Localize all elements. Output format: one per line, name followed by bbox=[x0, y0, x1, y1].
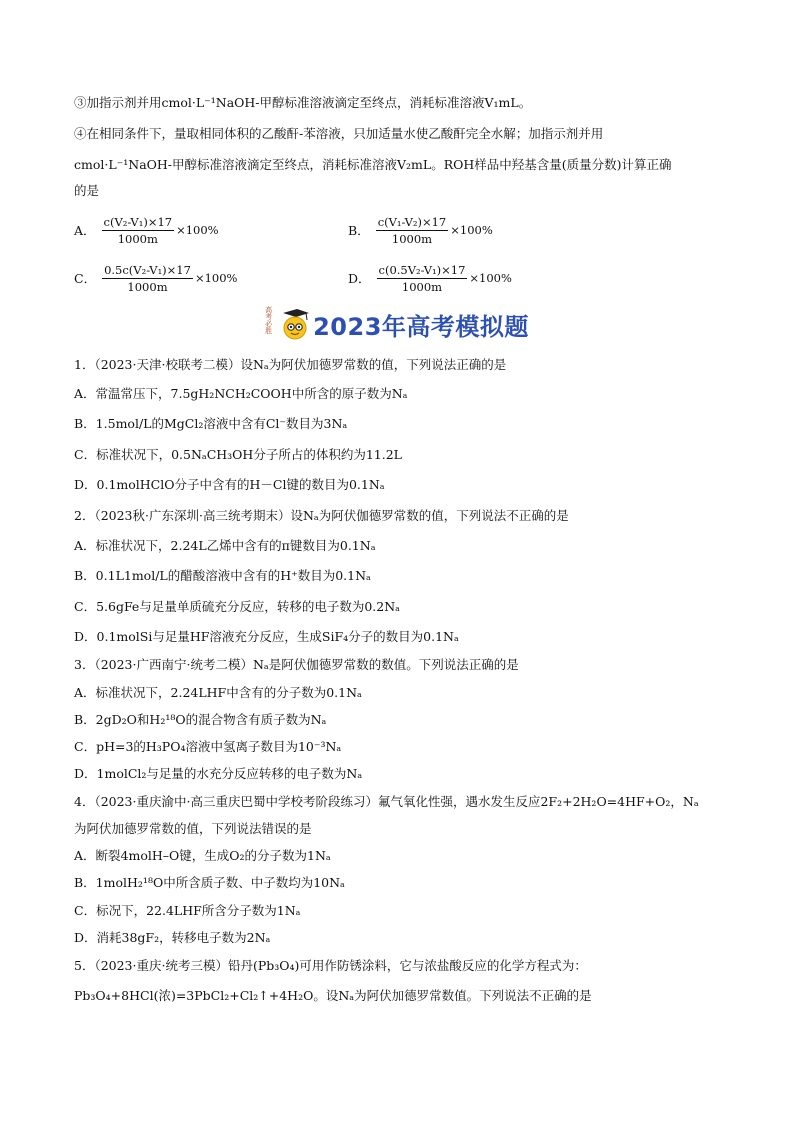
option-c-numerator: 0.5c(V₂-V₁)×17 bbox=[104, 262, 191, 277]
q2-choice-b[interactable]: B．0.1L1mol/L的醋酸溶液中含有的H⁺数目为0.1Nₐ bbox=[74, 568, 371, 583]
option-b-suffix: ×100% bbox=[450, 223, 493, 237]
section-banner bbox=[0, 306, 794, 342]
q1-stem: 1．（2023·天津·校联考二模）设Nₐ为阿伏加德罗常数的值，下列说法正确的是 bbox=[74, 357, 507, 372]
q5-stem-line-2: Pb₃O₄+8HCl(浓)=3PbCl₂+Cl₂↑+4H₂O。设Nₐ为阿伏加德罗常数值。下列说法不正确的是 bbox=[74, 988, 592, 1003]
q1-choice-b[interactable]: B．1.5mol/L的MgCl₂溶液中含有Cl⁻数目为3Nₐ bbox=[74, 416, 348, 431]
option-a-suffix: ×100% bbox=[176, 223, 219, 237]
options-row-ab bbox=[74, 212, 724, 248]
q4-choice-c[interactable]: C．标况下，22.4LHF所含分子数为1Nₐ bbox=[74, 903, 301, 918]
intro-line-1: ③加指示剂并用cmol·L⁻¹NaOH-甲醇标准溶液滴定至终点，消耗标准溶液V₁mL。 bbox=[74, 95, 532, 110]
q3-stem: 3．（2023·广西南宁·统考二模）Nₐ是阿伏伽德罗常数的数值。下列说法正确的是 bbox=[74, 657, 519, 672]
q3-choice-c[interactable]: C．pH=3的H₃PO₄溶液中氢离子数目为10⁻³Nₐ bbox=[74, 739, 342, 754]
q2-stem: 2．（2023秋·广东深圳·高三统考期末）设Nₐ为阿伏伽德罗常数的值，下列说法不正确的是 bbox=[74, 508, 569, 523]
option-d[interactable] bbox=[348, 260, 512, 296]
logo-text: 高考必胜 bbox=[265, 306, 273, 335]
option-d-label: D． bbox=[348, 271, 371, 286]
option-d-suffix: ×100% bbox=[469, 271, 512, 285]
option-b-denominator: 1000m bbox=[391, 231, 433, 246]
q1-choice-a[interactable]: A．常温常压下，7.5gH₂NCH₂COOH中所含的原子数为Nₐ bbox=[74, 386, 408, 401]
option-a-denominator: 1000m bbox=[117, 231, 158, 246]
q3-choice-b[interactable]: B．2gD₂O和H₂¹⁸O的混合物含有质子数为Nₐ bbox=[74, 712, 327, 727]
q2-choice-a[interactable]: A．标准状况下，2.24L乙烯中含有的π键数目为0.1Nₐ bbox=[74, 538, 376, 553]
q1-choice-c[interactable]: C．标准状况下，0.5NₐCH₃OH分子所占的体积约为11.2L bbox=[74, 447, 402, 462]
option-a-numerator: c(V₂-V₁)×17 bbox=[103, 214, 173, 229]
q4-choice-a[interactable]: A．断裂4molH–O键，生成O₂的分子数为1Nₐ bbox=[74, 848, 331, 863]
option-c-label: C． bbox=[74, 271, 97, 286]
q2-choice-d[interactable]: D．0.1molSi与足量HF溶液充分反应，生成SiF₄分子的数目为0.1Nₐ bbox=[74, 629, 459, 644]
q5-stem-line-1: 5．（2023·重庆·统考三模）铅丹(Pb₃O₄)可用作防锈涂料，它与浓盐酸反应的化学方程式为： bbox=[74, 958, 587, 973]
option-b-fraction bbox=[376, 215, 449, 246]
option-d-denominator: 1000m bbox=[401, 279, 443, 294]
option-d-numerator: c(0.5V₂-V₁)×17 bbox=[378, 262, 466, 277]
option-d-fraction bbox=[377, 263, 468, 294]
option-b-label: B． bbox=[348, 223, 370, 238]
q3-choice-a[interactable]: A．标准状况下，2.24LHF中含有的分子数为0.1Nₐ bbox=[74, 685, 362, 700]
option-a-label: A． bbox=[74, 223, 96, 238]
section-title: 2023年高考模拟题 bbox=[313, 312, 529, 341]
graduation-mascot-icon bbox=[265, 307, 309, 341]
option-a[interactable] bbox=[74, 212, 219, 248]
intro-line-3: cmol·L⁻¹NaOH-甲醇标准溶液滴定至终点，消耗标准溶液V₂mL。ROH样品中羟基含量(质量分数)计算正确 bbox=[74, 157, 672, 172]
q1-choice-d[interactable]: D．0.1molHClO分子中含有的H－Cl键的数目为0.1Nₐ bbox=[74, 477, 385, 492]
q2-choice-c[interactable]: C．5.6gFe与足量单质硫充分反应，转移的电子数为0.2Nₐ bbox=[74, 599, 400, 614]
q4-stem-line-1: 4．（2023·重庆渝中·高三重庆巴蜀中学校考阶段练习）氟气氧化性强，遇水发生反应2F₂+2H₂O=4HF+O₂，Nₐ bbox=[74, 794, 699, 809]
option-c-suffix: ×100% bbox=[194, 271, 238, 285]
option-b[interactable] bbox=[348, 212, 493, 248]
intro-line-4: 的是 bbox=[74, 183, 100, 198]
option-c-fraction bbox=[102, 263, 193, 294]
option-b-numerator: c(V₁-V₂)×17 bbox=[377, 214, 447, 229]
q3-choice-d[interactable]: D．1molCl₂与足量的水充分反应转移的电子数为Nₐ bbox=[74, 766, 363, 781]
q4-choice-b[interactable]: B．1molH₂¹⁸O中所含质子数、中子数均为10Nₐ bbox=[74, 875, 345, 890]
option-c-denominator: 1000m bbox=[127, 279, 168, 294]
q4-choice-d[interactable]: D．消耗38gF₂，转移电子数为2Nₐ bbox=[74, 930, 271, 945]
q4-stem-line-2: 为阿伏加德罗常数的值，下列说法错误的是 bbox=[74, 821, 312, 836]
option-a-fraction bbox=[102, 215, 175, 246]
options-row-cd bbox=[74, 260, 724, 296]
option-c[interactable] bbox=[74, 260, 237, 296]
intro-line-2: ④在相同条件下，量取相同体积的乙酸酐-苯溶液，只加适量水使乙酸酐完全水解；加指示剂并用 bbox=[74, 126, 604, 141]
